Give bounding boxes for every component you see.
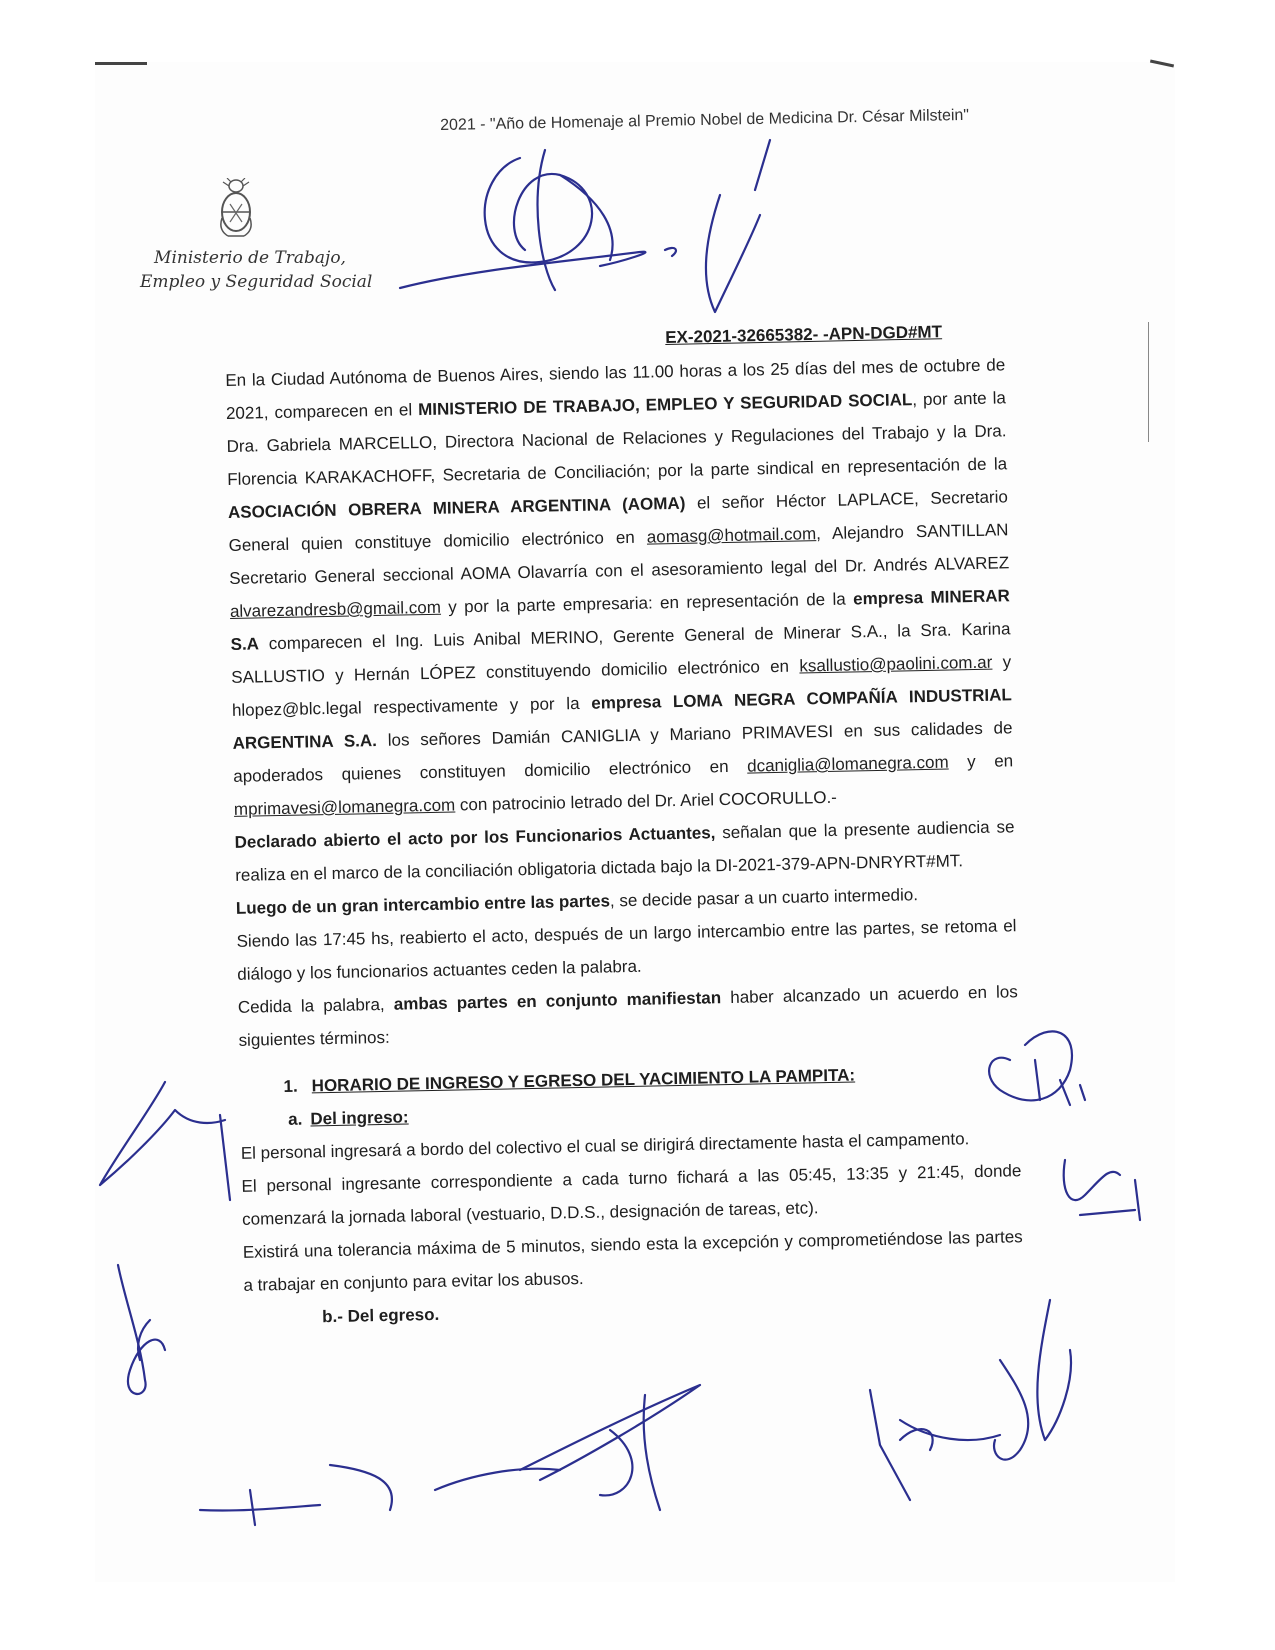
expediente-number: EX-2021-32665382- -APN-DGD#MT (665, 322, 943, 347)
paragraph-reapertura: Siendo las 17:45 hs, reabierto el acto, después de un largo intercambio entre las partes, se retoma el diálogo y los funcionarios actuantes ceden la palabra. (236, 916, 1017, 984)
paragraph-comparecencia (225, 348, 1014, 826)
subsection-heading-b: b.- Del egreso. (321, 1304, 440, 1327)
text-run: y hlopez@blc.legal respectivamente y por la (231, 652, 1012, 720)
text-run: señalan que la presente audiencia se realiza en el marco de la conciliación obligatoria dictada bajo la DI-2021-379-APN-DNRYRT#MT. (235, 817, 1015, 885)
email-sallustio: ksallustio@paolini.com.ar (799, 652, 993, 676)
bold-intercambio: Luego de un gran intercambio entre las partes (235, 891, 611, 918)
email-caniglia: dcaniglia@lomanegra.com (746, 752, 949, 776)
coat-of-arms-icon (218, 178, 254, 240)
text-run: con patrocinio letrado del Dr. Ariel COCORULLO.- (455, 787, 838, 815)
ministry-name (140, 246, 373, 294)
bold-minerar: empresa MINERAR S.A (230, 586, 1011, 654)
subsection-title: Del ingreso: (310, 1107, 409, 1129)
email-aoma: aomasg@hotmail.com (646, 524, 817, 547)
paragraph-ingreso-2: El personal ingresante correspondiente a cada turno fichará a las 05:45, 13:35 y 21:45, donde comenzará la jornada laboral (vestuario, D.D.S., designación de tareas, etc). (241, 1161, 1022, 1229)
text-run: y en (948, 751, 1014, 772)
bold-apertura: Declarado abierto el acto por los Funcionarios Actuantes, (234, 823, 716, 852)
section-number: 1. (283, 1076, 298, 1096)
text-run: En la Ciudad Autónoma de Buenos Aires, siendo las 11.00 horas a los 25 días del mes de octubre de 2021, comparecen en el (225, 355, 1006, 423)
bold-manifiestan: ambas partes en conjunto manifiestan (393, 988, 722, 1014)
bold-union: ASOCIACIÓN OBRERA MINERA ARGENTINA (AOMA) (227, 493, 686, 522)
scan-edge-mark (95, 62, 147, 65)
ministry-logo (140, 178, 373, 298)
bold-ministry: MINISTERIO DE TRABAJO, EMPLEO Y SEGURIDAD SOCIAL (417, 390, 913, 420)
section-title: HORARIO DE INGRESO Y EGRESO DEL YACIMIENTO LA PAMPITA: (311, 1065, 856, 1096)
bold-loma-negra: empresa LOMA NEGRA COMPAÑÍA INDUSTRIAL ARGENTINA S.A. (232, 685, 1012, 753)
text-run: haber alcanzado un acuerdo en los siguientes términos: (238, 982, 1018, 1050)
text-run: y por la parte empresaria: en representación de la (440, 589, 854, 617)
text-run: , Alejandro SANTILLAN Secretario General seccional AOMA Olavarría con el asesoramiento legal del Dr. Andrés ALVAREZ (229, 520, 1010, 588)
text-run: los señores Damián CANIGLIA y Mariano PRIMAVESI en sus calidades de apoderados quienes constituyen domicilio electrónico en (233, 718, 1013, 786)
subsection-letter: a. (287, 1109, 303, 1129)
ministry-name-line2: Empleo y Seguridad Social (140, 272, 373, 292)
ministry-name-line1: Ministerio de Trabajo, (154, 248, 346, 268)
document-body (225, 348, 1024, 1334)
text-run: Cedida la palabra, (237, 994, 394, 1017)
page-edge-line (1148, 322, 1149, 442)
text-run: comparecen el Ing. Luis Anibal MERINO, Gerente General de Minerar S.A., la Sra. Karina SALLUSTIO y Hernán LÓPEZ constituyendo domicilio electrónico en (231, 619, 1011, 687)
paragraph-ingreso-3: Existirá una tolerancia máxima de 5 minutos, siendo esta la excepción y comprometiéndose las partes a trabajar en conjunto para evitar los abusos. (242, 1227, 1023, 1295)
header-motto: 2021 - "Año de Homenaje al Premio Nobel de Medicina Dr. César Milstein" (440, 106, 970, 134)
text-run: , por ante la Dra. Gabriela MARCELLO, Directora Nacional de Relaciones y Regulaciones del Trabajo y la Dra. Florencia KARAKACHOFF, Secretaria de Conciliación; por la parte sindical en representación de la (226, 388, 1008, 489)
email-primavesi: mprimavesi@lomanegra.com (233, 795, 456, 819)
text-run: el señor Héctor LAPLACE, Secretario General quien constituye domicilio electrónico en (228, 487, 1009, 555)
email-alvarez: alvarezandresb@gmail.com (229, 597, 442, 621)
text-run: , se decide pasar a un cuarto intermedio. (609, 885, 919, 911)
paragraph-ingreso-1: El personal ingresará a bordo del colectivo el cual se dirigirá directamente hasta el campamento. (240, 1129, 970, 1163)
